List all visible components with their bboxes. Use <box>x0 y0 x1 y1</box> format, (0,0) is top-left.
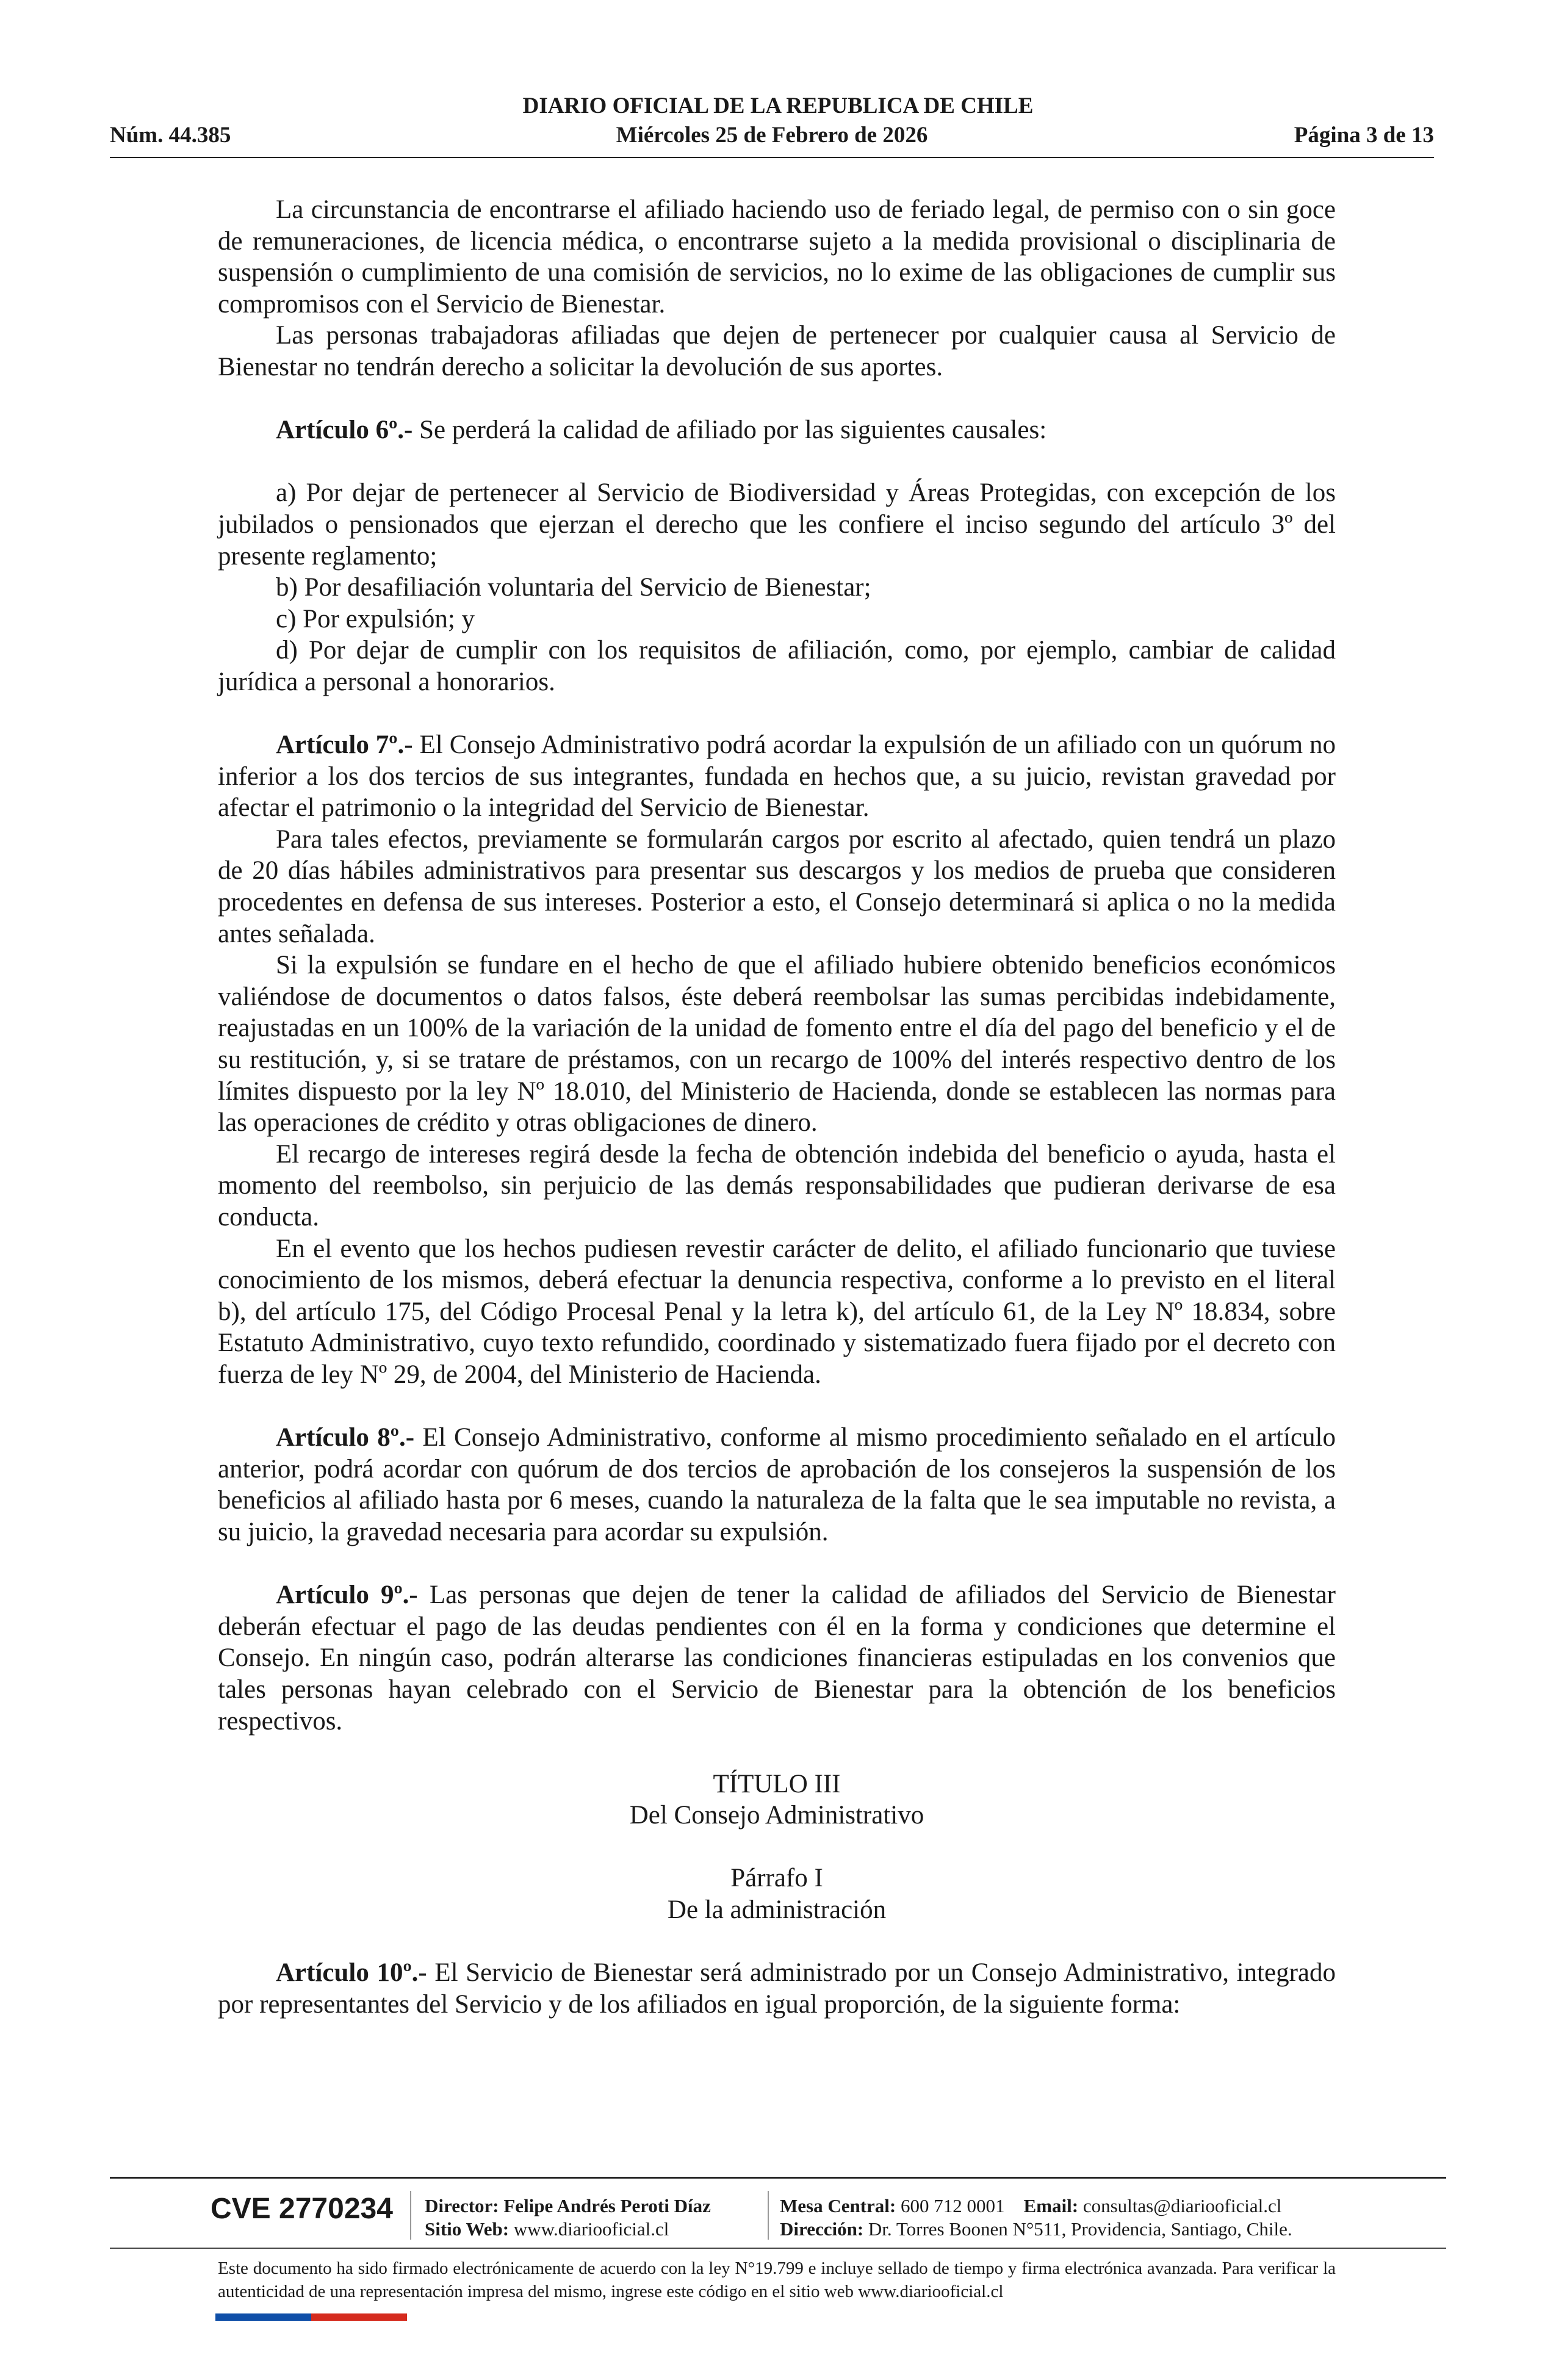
page-number: Página 3 de 13 <box>1294 123 1434 148</box>
article-label: Artículo 8º.- <box>276 1423 415 1452</box>
article-label: Artículo 10º.- <box>276 1958 427 1988</box>
title-heading: TÍTULO III <box>713 1769 841 1798</box>
paragraph-heading: Párrafo I <box>730 1864 823 1893</box>
issue-number: Núm. 44.385 <box>110 123 231 148</box>
paragraph: En el evento que los hechos pudiesen revestir carácter de delito, el afiliado funcionario que tuviese conocimiento de los mismos, deberá efectuar la denuncia respectiva, conforme a lo previsto en el literal b), del artículo 175, del Código Procesal Penal y la letra k), del artículo 61, de la Ley Nº 18.834, sobre Estatuto Administrativo, cuyo texto refundido, coordinado y sistematizado fuera fijado por el decreto con fuerza de ley Nº 29, de 2004, del Ministerio de Hacienda. <box>218 1234 1336 1389</box>
footer-divider <box>110 2177 1446 2179</box>
article-10: Artículo 10º.- El Servicio de Bienestar será administrado por un Consejo Administrativo, integrado por representantes del Servicio y de los afiliados en igual proporción, de la siguiente forma: <box>218 1958 1336 2019</box>
article-7: Artículo 7º.- El Consejo Administrativo podrá acordar la expulsión de un afiliado con un quórum no inferior a los dos tercios de sus integrantes, fundada en hechos que, a su juicio, revistan gravedad por afectar el patrimonio o la integridad del Servicio de Bienestar. <box>218 730 1336 823</box>
document-body <box>218 194 1336 2020</box>
paragraph: Para tales efectos, previamente se formularán cargos por escrito al afectado, quien tendrá un plazo de 20 días hábiles administrativos para presentar sus descargos y los medios de prueba que consideren procedentes en defensa de sus intereses. Posterior a esto, el Consejo determinará si aplica o no la medida antes señalada. <box>218 824 1336 948</box>
address: Dr. Torres Boonen N°511, Providencia, Santiago, Chile. <box>868 2218 1292 2240</box>
footer-separator <box>410 2191 411 2240</box>
article-8: Artículo 8º.- El Consejo Administrativo, conforme al mismo procedimiento señalado en el artículo anterior, podrá acordar con quórum de dos tercios de aprobación de los consejeros la suspensión de los beneficios al afiliado hasta por 6 meses, cuando la naturaleza de la falta que le sea imputable no revista, a su juicio, la gravedad necesaria para acordar su expulsión. <box>218 1423 1336 1546</box>
email-link[interactable]: consultas@diariooficial.cl <box>1082 2195 1282 2216</box>
article-6: Artículo 6º.- Se perderá la calidad de afiliado por las siguientes causales: <box>276 416 1047 445</box>
footer-separator <box>768 2191 769 2240</box>
director-name: Felipe Andrés Peroti Díaz <box>503 2195 711 2216</box>
article-9: Artículo 9º.- Las personas que dejen de tener la calidad de afiliados del Servicio de Bienestar deberán efectuar el pago de las deudas pendientes con él en la forma y condiciones que determine el Consejo. En ningún caso, podrán alterarse las condiciones financieras estipuladas en los convenios que tales personas hayan celebrado con el Servicio de Bienestar para la obtención de los beneficios respectivos. <box>218 1581 1336 1736</box>
website-link[interactable]: www.diariooficial.cl <box>513 2218 669 2240</box>
header-divider <box>110 157 1434 158</box>
flag-bar-red <box>311 2313 407 2321</box>
issue-date: Miércoles 25 de Febrero de 2026 <box>616 123 928 148</box>
article-label: Artículo 9º.- <box>276 1581 418 1610</box>
list-item-b: b) Por desafiliación voluntaria del Servicio de Bienestar; <box>276 573 871 602</box>
paragraph: Si la expulsión se fundare en el hecho de que el afiliado hubiere obtenido beneficios económicos valiéndose de documentos o datos falsos, éste deberá reembolsar las sumas percibidas indebidamente, reajustadas en un 100% de la variación de la unidad de fomento entre el día del pago del beneficio y el de su restitución, y, si se tratare de préstamos, con un recargo de 100% del interés respectivo dentro de los límites dispuesto por la ley Nº 18.010, del Ministerio de Hacienda, donde se establecen las normas para las operaciones de crédito y otras obligaciones de dinero. <box>218 951 1336 1138</box>
list-item-a: a) Por dejar de pertenecer al Servicio de Biodiversidad y Áreas Protegidas, con excepción de los jubilados o pensionados que ejerzan el derecho que les confiere el inciso segundo del artículo 3º del presente reglamento; <box>218 478 1336 571</box>
list-item-d: d) Por dejar de cumplir con los requisitos de afiliación, como, por ejemplo, cambiar de calidad jurídica a personal a honorarios. <box>218 636 1336 696</box>
list-item-c: c) Por expulsión; y <box>276 604 475 633</box>
cve-code: CVE 2770234 <box>211 2193 393 2225</box>
article-label: Artículo 7º.- <box>276 730 413 760</box>
paragraph-subheading: De la administración <box>667 1895 887 1925</box>
footer-director-block: Director: Felipe Andrés Peroti Díaz Sitio Web: www.diariooficial.cl <box>425 2195 711 2240</box>
paragraph: La circunstancia de encontrarse el afiliado haciendo uso de feriado legal, de permiso con o sin goce de remuneraciones, de licencia médica, o encontrarse sujeto a la medida provisional o disciplinaria de suspensión o cumplimiento de una comisión de servicios, no lo exime de las obligaciones de cumplir sus compromisos con el Servicio de Bienestar. <box>218 195 1336 319</box>
newspaper-title: DIARIO OFICIAL DE LA REPUBLICA DE CHILE <box>522 93 1034 118</box>
article-label: Artículo 6º.- <box>276 416 413 445</box>
flag-bar-blue <box>215 2313 311 2321</box>
title-subheading: Del Consejo Administrativo <box>629 1801 924 1830</box>
footer-contact-block: Mesa Central: 600 712 0001 Email: consultas@diariooficial.cl Dirección: Dr. Torres Boonen N°511, Providencia, Santiago, Chile. <box>780 2195 1292 2240</box>
phone-number: 600 712 0001 <box>901 2195 1005 2216</box>
paragraph: Las personas trabajadoras afiliadas que dejen de pertenecer por cualquier causa al Servicio de Bienestar no tendrán derecho a solicitar la devolución de sus aportes. <box>218 321 1336 381</box>
signature-note: Este documento ha sido firmado electrónicamente de acuerdo con la ley N°19.799 e incluye sellado de tiempo y firma electrónica avanzada. Para verificar la autenticidad de una representación impresa del mismo, ingrese este código en el sitio web www.diariooficial.cl <box>218 2259 1336 2301</box>
paragraph: El recargo de intereses regirá desde la fecha de obtención indebida del beneficio o ayuda, hasta el momento del reembolso, sin perjuicio de las demás responsabilidades que pudieran derivarse de esa conducta. <box>218 1139 1336 1231</box>
footer-divider-2 <box>110 2248 1446 2249</box>
